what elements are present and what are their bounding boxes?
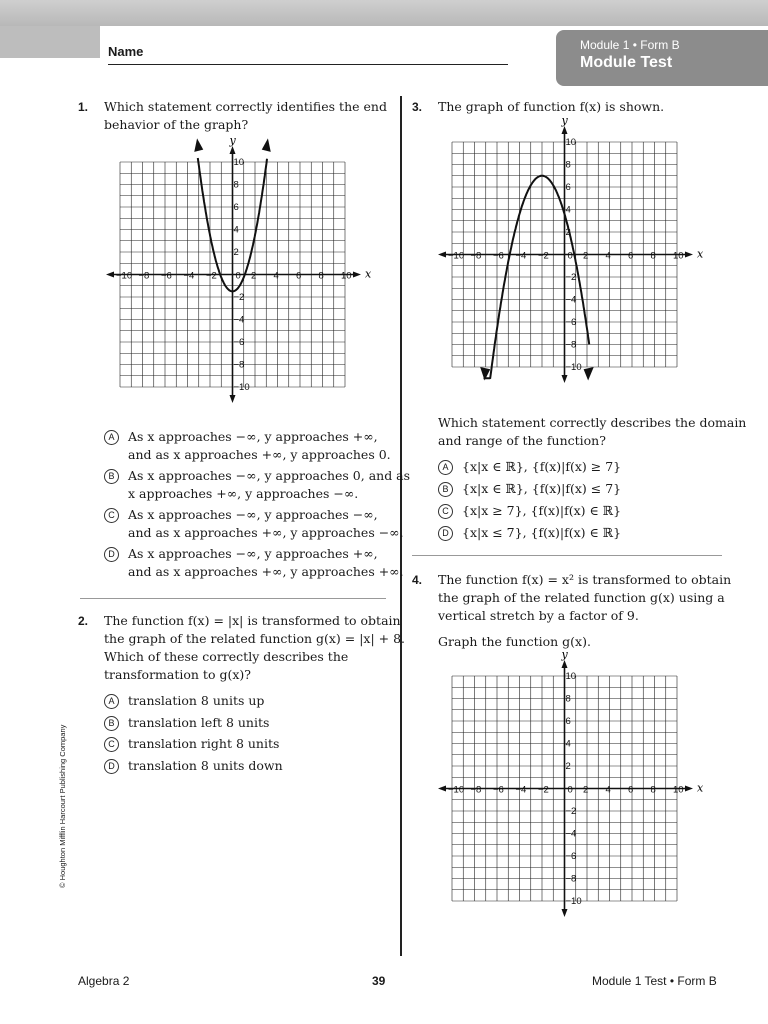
y-tick-label: 6	[565, 182, 571, 193]
page-number: 39	[372, 974, 386, 988]
x-tick-label: 0	[567, 250, 573, 262]
option-bubble[interactable]: D	[438, 526, 453, 541]
curve-arrow	[194, 138, 203, 152]
x-tick-label: 8	[318, 270, 324, 282]
graph-instruction: Graph the function g(x).	[438, 634, 591, 649]
question-1	[78, 98, 387, 134]
x-tick-label: −10	[116, 270, 133, 282]
y-tick-label: −4	[233, 314, 245, 326]
prompt-line: Which statement correctly describes the domain	[438, 415, 747, 430]
question-text: vertical stretch by a factor of 9.	[438, 608, 639, 623]
y-axis-label: y	[229, 134, 236, 147]
question-2	[78, 612, 406, 684]
y-tick-label: 2	[565, 227, 571, 238]
option-bubble[interactable]: D	[104, 547, 119, 562]
x-tick-label: 8	[650, 784, 656, 796]
x-tick-label: −2	[538, 784, 549, 796]
prompt-line: and range of the function?	[438, 433, 606, 448]
question-text: Which of these correctly describes the	[104, 649, 349, 664]
y-axis-arrow	[562, 375, 568, 383]
x-tick-label: 4	[273, 270, 279, 282]
question-number: 1.	[78, 100, 89, 114]
y-tick-label: −2	[565, 806, 577, 817]
x-tick-label: 10	[673, 250, 684, 262]
option-text: {x|x ∈ ℝ}, {f(x)|f(x) ≥ 7}	[462, 459, 622, 474]
copyright: © Houghton Mifflin Harcourt Publishing Company	[58, 724, 67, 888]
x-tick-label: 6	[628, 784, 634, 796]
y-tick-label: −10	[565, 362, 582, 373]
y-axis-arrow	[562, 126, 568, 134]
option-text	[128, 506, 404, 542]
x-axis-arrow	[438, 252, 446, 258]
x-tick-label: 10	[673, 784, 684, 796]
x-axis-arrow	[353, 272, 361, 278]
y-tick-label: 2	[565, 761, 571, 772]
x-tick-label: −8	[470, 250, 482, 262]
option-text: {x|x ≥ 7}, {f(x)|f(x) ∈ ℝ}	[462, 503, 622, 518]
y-tick-label: −8	[565, 873, 577, 885]
x-tick-label: −6	[161, 270, 172, 282]
option-text: translation left 8 units	[128, 714, 270, 730]
y-tick-label: 8	[233, 179, 239, 191]
y-axis-arrow	[562, 660, 568, 668]
option-bubble[interactable]: D	[104, 759, 119, 774]
y-tick-label: −6	[565, 851, 577, 862]
y-tick-label: 10	[565, 137, 577, 148]
x-tick-label: −4	[183, 270, 195, 282]
y-tick-label: −8	[233, 359, 245, 371]
y-tick-label: −10	[233, 382, 250, 393]
x-tick-label: 0	[567, 784, 573, 796]
x-tick-label: −8	[470, 784, 482, 796]
option-bubble[interactable]: C	[104, 737, 119, 752]
x-tick-label: −8	[138, 270, 150, 282]
option-line: As x approaches −∞, y approaches +∞,	[128, 546, 378, 561]
footer-test: Module 1 Test • Form B	[592, 974, 717, 988]
x-axis-label: x	[365, 267, 372, 281]
curve-arrow	[262, 138, 271, 152]
module-test-title: Module Test	[580, 54, 673, 71]
option-line: and as x approaches +∞, y approaches 0.	[128, 447, 391, 462]
x-tick-label: 4	[605, 250, 611, 262]
question-text: the graph of the related function g(x) using a	[438, 590, 725, 605]
y-tick-label: −4	[565, 828, 577, 840]
option-text: {x|x ≤ 7}, {f(x)|f(x) ∈ ℝ}	[462, 525, 622, 540]
y-tick-label: −10	[565, 896, 582, 907]
module-form: Module 1 • Form B	[580, 38, 680, 52]
question-number: 4.	[412, 573, 423, 587]
option-bubble[interactable]: C	[104, 508, 119, 523]
x-tick-label: −10	[448, 250, 465, 262]
y-tick-label: −8	[565, 339, 577, 351]
y-axis-arrow	[562, 909, 568, 917]
x-axis-label: x	[697, 247, 704, 261]
y-axis-label: y	[561, 648, 568, 661]
x-tick-label: −6	[493, 784, 504, 796]
option-text: translation right 8 units	[128, 736, 280, 751]
y-tick-label: −4	[565, 294, 577, 306]
y-tick-label: 8	[565, 159, 571, 171]
y-tick-label: −2	[565, 272, 577, 283]
y-tick-label: 4	[565, 204, 571, 216]
option-text: {x|x ∈ ℝ}, {f(x)|f(x) ≤ 7}	[462, 481, 622, 496]
name-label: Name	[108, 44, 144, 59]
question-3-prompt	[438, 414, 746, 450]
option-text: translation 8 units down	[128, 757, 283, 773]
option-text	[128, 428, 391, 464]
x-axis-arrow	[685, 252, 693, 258]
module-tab	[556, 30, 768, 86]
question-text: The function f(x) = |x| is transformed to obtain	[104, 613, 401, 628]
question-text: the graph of the related function g(x) = |x| + 8.	[104, 631, 406, 646]
option-line: As x approaches −∞, y approaches −∞,	[128, 507, 378, 522]
option-line: and as x approaches +∞, y approaches −∞.	[128, 525, 404, 540]
x-tick-label: −6	[493, 250, 504, 262]
y-tick-label: 10	[565, 671, 577, 682]
x-tick-label: 2	[251, 270, 257, 282]
option-line: and as x approaches +∞, y approaches +∞.	[128, 564, 404, 579]
option-bubble[interactable]: C	[438, 504, 453, 519]
option-bubble[interactable]: A	[438, 460, 453, 475]
y-tick-label: −6	[565, 317, 577, 328]
question-text: The graph of function f(x) is shown.	[438, 99, 665, 114]
top-band-corner	[0, 26, 100, 58]
x-tick-label: −2	[206, 270, 217, 282]
y-tick-label: 6	[233, 202, 239, 213]
separator	[80, 598, 386, 599]
option-bubble[interactable]: B	[104, 469, 119, 484]
y-tick-label: 8	[565, 693, 571, 705]
footer-course: Algebra 2	[78, 974, 130, 988]
x-tick-label: −2	[538, 250, 549, 262]
question-number: 2.	[78, 614, 89, 628]
y-tick-label: 10	[233, 157, 245, 168]
x-tick-label: 4	[605, 784, 611, 796]
curve-arrow	[584, 367, 594, 381]
question-text: transformation to g(x)?	[104, 667, 251, 682]
graph-q3	[436, 114, 706, 392]
option-line: As x approaches −∞, y approaches +∞,	[128, 429, 378, 444]
name-line[interactable]	[108, 64, 508, 65]
option-text	[128, 467, 410, 503]
option-line: As x approaches −∞, y approaches 0, and as	[128, 468, 411, 483]
y-tick-label: −6	[233, 337, 245, 348]
question-text: behavior of the graph?	[104, 117, 249, 132]
question-text: Which statement correctly identifies the end	[104, 99, 387, 114]
x-tick-label: 2	[583, 784, 589, 796]
y-tick-label: 2	[233, 247, 239, 258]
y-axis-arrow	[230, 395, 236, 403]
option-text: translation 8 units up	[128, 693, 265, 708]
y-tick-label: 4	[233, 224, 239, 236]
x-tick-label: −4	[515, 250, 527, 262]
x-tick-label: 6	[296, 270, 302, 282]
option-bubble[interactable]: A	[104, 430, 119, 445]
option-bubble[interactable]: B	[438, 482, 453, 497]
x-tick-label: 2	[583, 250, 589, 262]
x-axis-arrow	[685, 786, 693, 792]
question-4	[412, 571, 732, 651]
y-tick-label: 6	[565, 716, 571, 727]
x-tick-label: 8	[650, 250, 656, 262]
x-tick-label: −10	[448, 784, 465, 796]
y-tick-label: −2	[233, 292, 245, 303]
x-tick-label: −4	[515, 784, 527, 796]
x-axis-label: x	[697, 781, 704, 795]
option-bubble[interactable]: B	[104, 716, 119, 731]
option-line: x approaches +∞, y approaches −∞.	[128, 486, 359, 501]
graph-q1	[104, 134, 372, 412]
x-axis-arrow	[438, 786, 446, 792]
x-tick-label: 6	[628, 250, 634, 262]
y-axis-label: y	[561, 114, 568, 127]
x-tick-label: 0	[235, 270, 241, 282]
x-axis-arrow	[106, 272, 114, 278]
y-tick-label: 4	[565, 738, 571, 750]
separator	[412, 555, 722, 556]
option-text	[128, 545, 404, 581]
question-text: The function f(x) = x² is transformed to obtain	[438, 572, 732, 587]
option-bubble[interactable]: A	[104, 694, 119, 709]
y-axis-arrow	[230, 146, 236, 154]
x-tick-label: 10	[341, 270, 352, 282]
question-number: 3.	[412, 100, 423, 114]
graph-q4[interactable]	[436, 648, 706, 926]
top-band	[0, 0, 768, 26]
question-3	[412, 98, 665, 116]
